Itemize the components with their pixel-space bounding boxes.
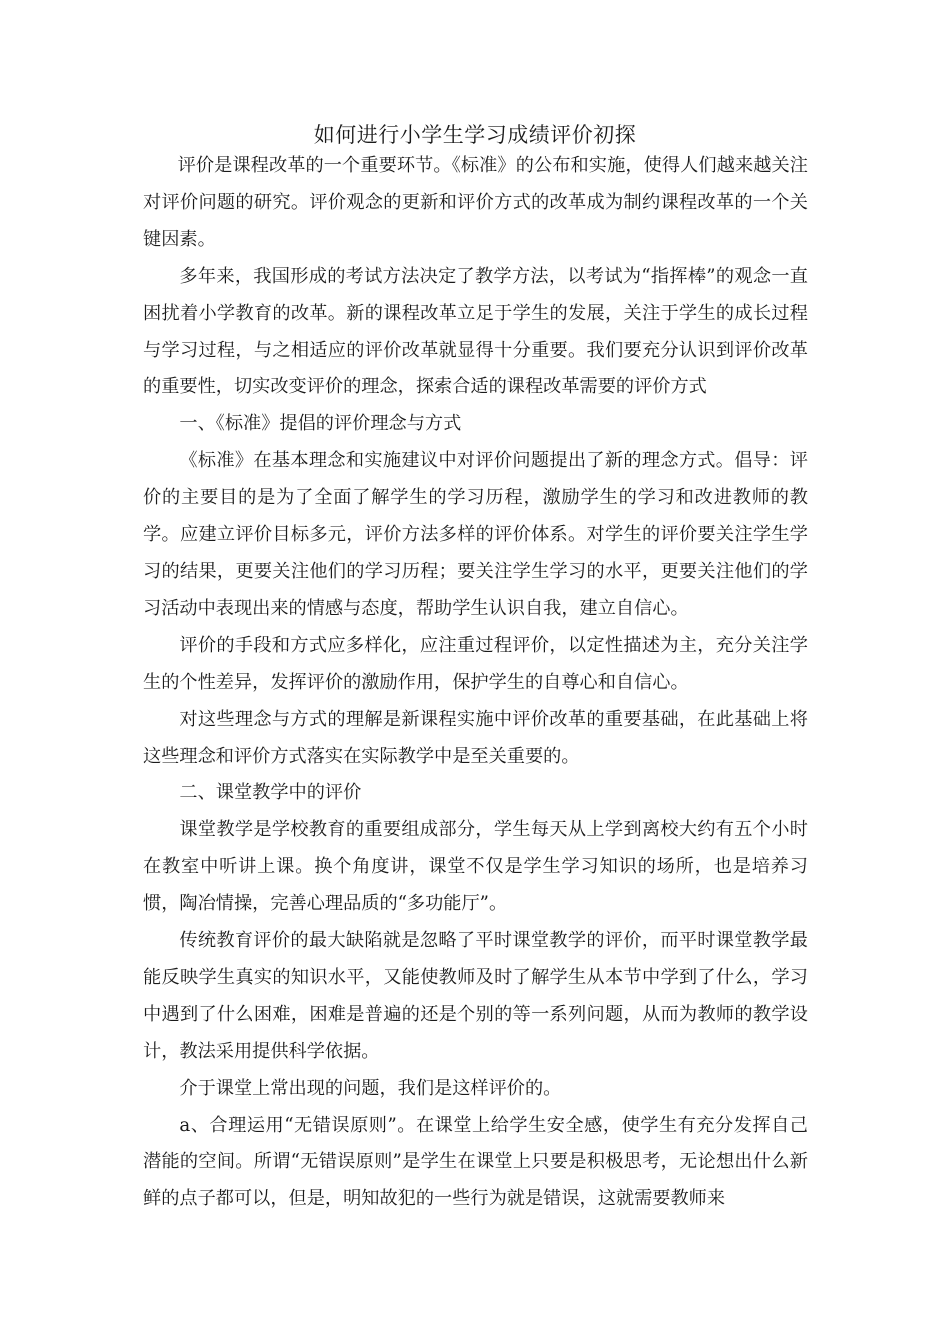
paragraph: 多年来，我国形成的考试方法决定了教学方法，以考试为“指挥棒”的观念一直困扰着小学教育的改革。新的课程改革立足于学生的发展，关注于学生的成长过程与学习过程，与之相适应的评价改革就显得十分重要。我们要充分认识到评价改革的重要性，切实改变评价的理念，探索合适的课程改革需要的评价方式 [143,265,808,398]
paragraph: 《标准》在基本理念和实施建议中对评价问题提出了新的理念方式。倡导：评价的主要目的是为了全面了解学生的学习历程，激励学生的学习和改进教师的教学。应建立评价目标多元，评价方法多样的评价体系。对学生的评价要关注学生学习的结果，更要关注他们的学习历程；要关注学生学习的水平，更要关注他们的学习活动中表现出来的情感与态度，帮助学生认识自我，建立自信心。 [143,450,808,619]
paragraph: 对这些理念与方式的理解是新课程实施中评价改革的重要基础，在此基础上将这些理念和评价方式落实在实际教学中是至关重要的。 [143,708,808,767]
paragraph: 课堂教学是学校教育的重要组成部分，学生每天从上学到离校大约有五个小时在教室中听讲上课。换个角度讲，课堂不仅是学生学习知识的场所，也是培养习惯，陶冶情操，完善心理品质的“多功能厅”。 [143,819,808,915]
paragraph-intro: 评价是课程改革的一个重要环节。《标准》的公布和实施，使得人们越来越关注对评价问题的研究。评价观念的更新和评价方式的改革成为制约课程改革的一个关键因素。 [143,155,808,250]
document-body [143,148,808,1218]
paragraph: 介于课堂上常出现的问题，我们是这样评价的。 [179,1077,562,1099]
section-heading-2: 二、课堂教学中的评价 [179,782,362,804]
paragraph: 评价的手段和方式应多样化，应注重过程评价，以定性描述为主，充分关注学生的个性差异，发挥评价的激励作用，保护学生的自尊心和自信心。 [143,634,808,693]
section-heading-1: 一、《标准》提倡的评价理念与方式 [179,413,462,435]
paragraph: 传统教育评价的最大缺陷就是忽略了平时课堂教学的评价，而平时课堂教学最能反映学生真实的知识水平，又能使教师及时了解学生从本节中学到了什么，学习中遇到了什么困难，困难是普遍的还是个别的等一系列问题，从而为教师的教学设计，教法采用提供科学依据。 [143,930,808,1062]
paragraph: a、合理运用“无错误原则”。在课堂上给学生安全感，使学生有充分发挥自己潜能的空间。所谓“无错误原则”是学生在课堂上只要是积极思考，无论想出什么新鲜的点子都可以，但是，明知故犯的一些行为就是错误，这就需要教师来 [143,1114,808,1210]
document-title: 如何进行小学生学习成绩评价初探 [313,123,637,147]
